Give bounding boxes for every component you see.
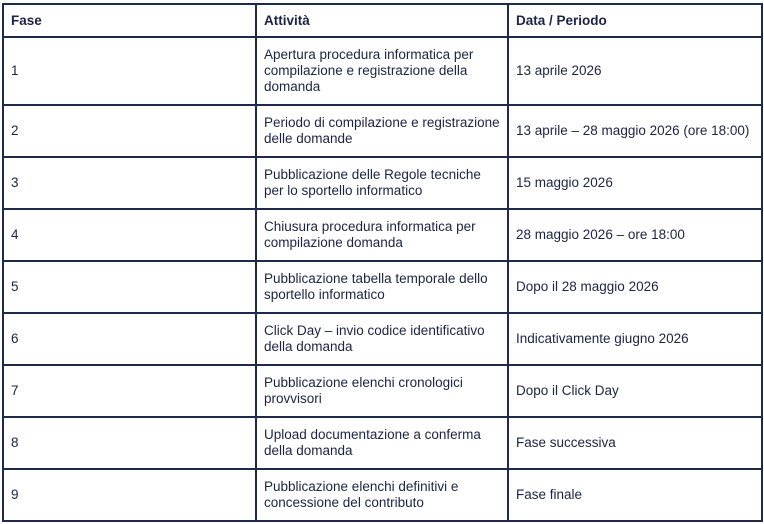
table-row [3, 313, 762, 365]
cell-attivita: Chiusura procedura informatica per compilazione domanda [256, 209, 508, 261]
cell-attivita: Apertura procedura informatica per compilazione e registrazione della domanda [256, 37, 508, 105]
cell-data: 13 aprile 2026 [508, 37, 762, 105]
cell-attivita: Pubblicazione elenchi cronologici provvisori [256, 365, 508, 417]
cell-fase: 8 [3, 417, 256, 469]
cell-fase: 6 [3, 313, 256, 365]
cell-data: 13 aprile – 28 maggio 2026 (ore 18:00) [508, 105, 762, 157]
cell-data: Dopo il Click Day [508, 365, 762, 417]
table-row [3, 417, 762, 469]
table-header-row [3, 4, 762, 37]
table-row [3, 105, 762, 157]
table-row [3, 209, 762, 261]
cell-fase: 5 [3, 261, 256, 313]
table-row [3, 157, 762, 209]
cell-fase: 4 [3, 209, 256, 261]
cell-fase: 9 [3, 469, 256, 521]
cell-fase: 2 [3, 105, 256, 157]
cell-attivita: Upload documentazione a conferma della domanda [256, 417, 508, 469]
header-fase: Fase [3, 4, 256, 37]
cell-data: Dopo il 28 maggio 2026 [508, 261, 762, 313]
cell-attivita: Periodo di compilazione e registrazione delle domande [256, 105, 508, 157]
cell-data: Indicativamente giugno 2026 [508, 313, 762, 365]
schedule-table [2, 3, 763, 522]
cell-fase: 3 [3, 157, 256, 209]
header-attivita: Attività [256, 4, 508, 37]
table-row [3, 37, 762, 105]
cell-data: Fase finale [508, 469, 762, 521]
cell-data: 15 maggio 2026 [508, 157, 762, 209]
cell-attivita: Pubblicazione delle Regole tecniche per lo sportello informatico [256, 157, 508, 209]
cell-attivita: Click Day – invio codice identificativo della domanda [256, 313, 508, 365]
cell-data: 28 maggio 2026 – ore 18:00 [508, 209, 762, 261]
cell-data: Fase successiva [508, 417, 762, 469]
cell-attivita: Pubblicazione tabella temporale dello sportello informatico [256, 261, 508, 313]
cell-fase: 1 [3, 37, 256, 105]
table-row [3, 365, 762, 417]
cell-attivita: Pubblicazione elenchi definitivi e concessione del contributo [256, 469, 508, 521]
table-row [3, 261, 762, 313]
cell-fase: 7 [3, 365, 256, 417]
header-data-periodo: Data / Periodo [508, 4, 762, 37]
table-row [3, 469, 762, 521]
schedule-table-container [2, 3, 763, 522]
